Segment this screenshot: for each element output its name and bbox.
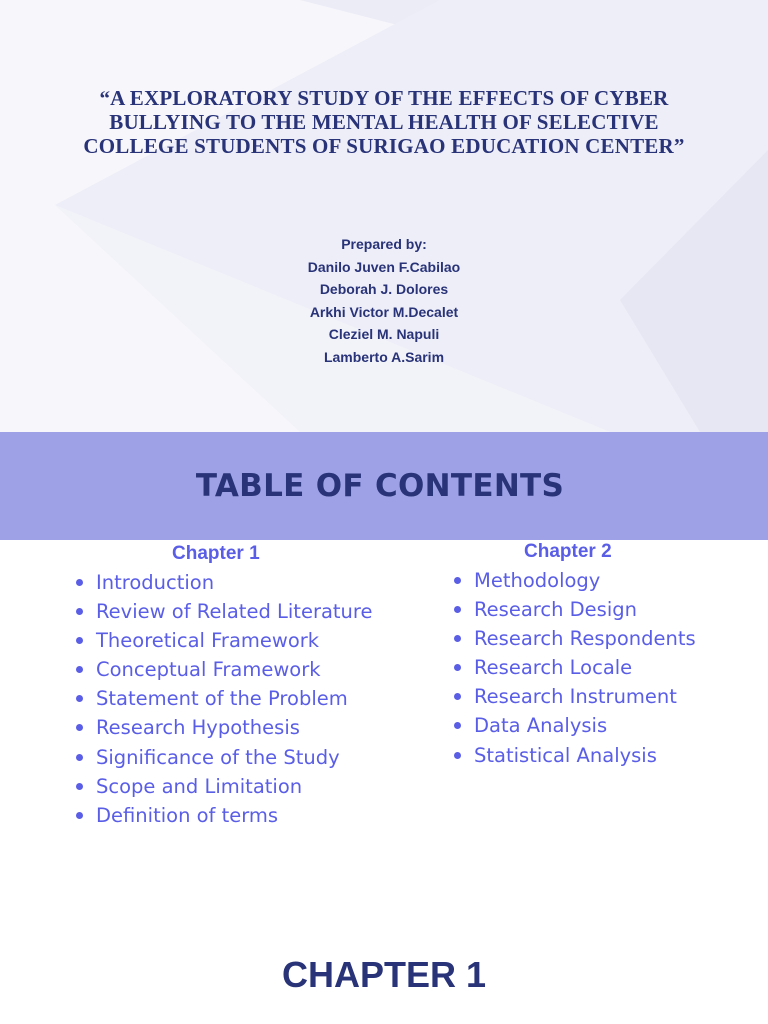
list-item (452, 595, 762, 624)
list-item-label: Methodology (474, 569, 601, 592)
list-item (452, 653, 762, 682)
bullet-icon (454, 752, 461, 759)
chapter-2-list (452, 566, 762, 770)
prepared-by-block (184, 233, 584, 369)
author-name: Arkhi Victor M.Decalet (309, 303, 459, 320)
list-item-label: Significance of the Study (96, 745, 340, 769)
list-item (452, 624, 762, 653)
bullet-icon (76, 724, 83, 731)
list-item-label: Research Respondents (474, 627, 696, 651)
chapter-1-heading: Chapter 1 (172, 543, 260, 564)
list-item-label: Definition of terms (96, 803, 279, 827)
bullet-icon (454, 577, 461, 584)
bullet-icon (76, 695, 83, 702)
bullet-icon (76, 812, 83, 819)
list-item (74, 713, 434, 742)
bullet-icon (76, 608, 83, 615)
bullet-icon (76, 754, 83, 761)
chapter-1-column (74, 540, 434, 830)
list-item-label: Research Hypothesis (96, 716, 300, 740)
list-item-label: Research Instrument (474, 685, 677, 709)
chapter-2-column (452, 538, 762, 770)
list-item (452, 682, 762, 711)
list-item-label: Research Locale (474, 656, 633, 680)
list-item (452, 711, 762, 740)
bullet-icon (454, 664, 461, 671)
author-name: Danilo Juven F.Cabilao (307, 258, 461, 275)
list-item-label: Research Design (474, 598, 637, 622)
bullet-icon (76, 666, 83, 673)
bullet-icon (454, 635, 461, 642)
document-title: “A EXPLORATORY STUDY OF THE EFFECTS OF CYBER BULLYING TO THE MENTAL HEALTH OF SELECTIVE COLLEGE STUDENTS OF SURIGAO EDUCATION CENTER” (83, 86, 685, 158)
list-item (452, 566, 762, 595)
author-name: Cleziel M. Napuli (328, 326, 440, 343)
list-item-label: Scope and Limitation (96, 774, 303, 798)
list-item (74, 568, 434, 597)
prepared-by-label: Prepared by: (341, 236, 427, 252)
list-item-label: Review of Related Literature (96, 600, 373, 624)
author-name: Deborah J. Dolores (319, 281, 449, 298)
list-item (74, 772, 434, 801)
list-item (74, 597, 434, 626)
bullet-icon (76, 579, 83, 586)
author-name: Lamberto A.Sarim (323, 348, 445, 365)
list-item (74, 626, 434, 655)
list-item (74, 801, 434, 830)
list-item (74, 684, 434, 713)
list-item-label: Data Analysis (474, 714, 608, 738)
list-item (74, 743, 434, 772)
chapter-1-page-heading: CHAPTER 1 (281, 954, 487, 995)
bullet-icon (76, 783, 83, 790)
list-item (452, 741, 762, 770)
cover-section (0, 0, 768, 432)
list-item-label: Statistical Analysis (474, 743, 657, 767)
list-item-label: Theoretical Framework (96, 629, 320, 653)
bullet-icon (454, 693, 461, 700)
list-item-label: Introduction (96, 571, 215, 594)
chapter-2-heading: Chapter 2 (524, 541, 612, 562)
list-item-label: Statement of the Problem (96, 687, 348, 711)
list-item (74, 655, 434, 684)
toc-heading: TABLE OF CONTENTS (195, 468, 565, 504)
bullet-icon (454, 606, 461, 613)
list-item-label: Conceptual Framework (96, 658, 321, 682)
chapter-1-list (74, 568, 434, 830)
bullet-icon (76, 637, 83, 644)
bullet-icon (454, 722, 461, 729)
